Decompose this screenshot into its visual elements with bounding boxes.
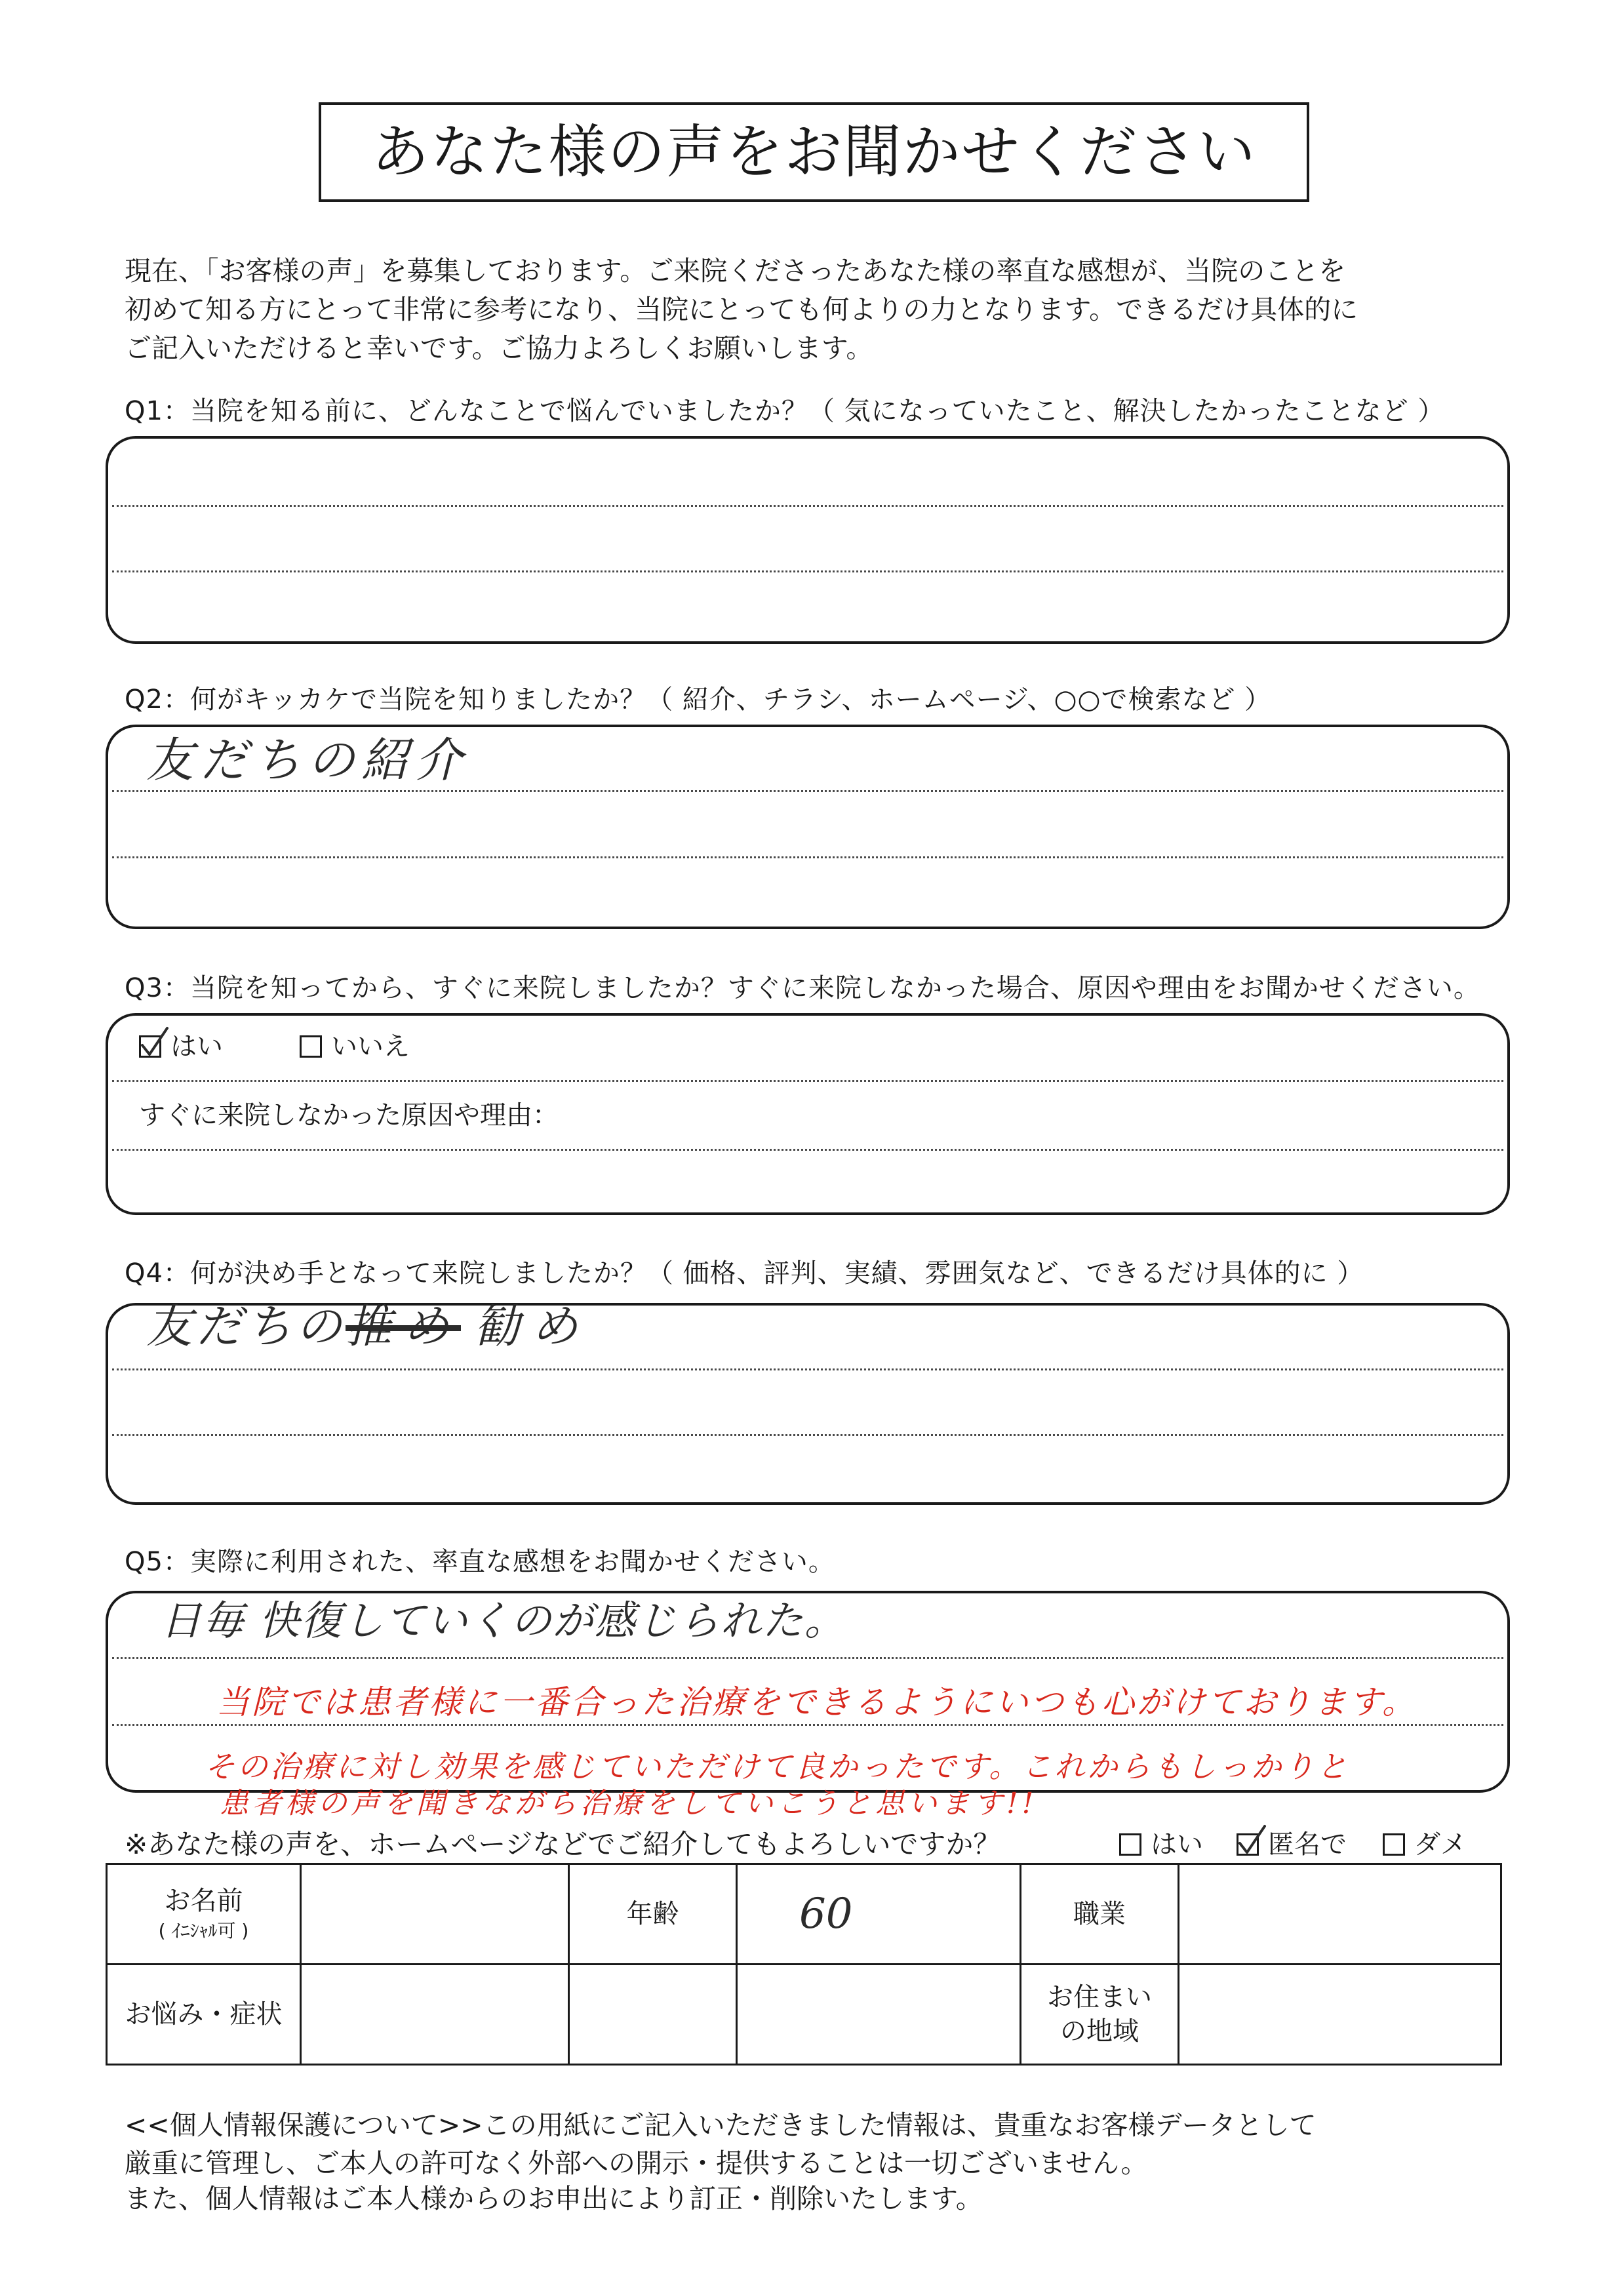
q1-label: Q1：当院を知る前に、どんなことで悩んでいましたか？（ 気になっていたこと、解決したかったことなど ） xyxy=(125,396,1445,426)
checkbox xyxy=(1119,1833,1141,1856)
consent-option-yes xyxy=(1119,1828,1203,1861)
consent-option-anonymous xyxy=(1237,1828,1347,1861)
q4-answer-suffix: 勧め xyxy=(474,1300,589,1353)
dotted-rule xyxy=(112,790,1503,792)
q3-option-no xyxy=(300,1030,410,1063)
age-value-cell xyxy=(738,1865,1021,1965)
q2-label: Q2：何がキッカケで当院を知りましたか？（ 紹介、チラシ、ホームページ、○○で検索など ） xyxy=(125,685,1272,715)
area-value-cell xyxy=(1179,1965,1502,2066)
checkbox xyxy=(139,1035,161,1058)
age-label: 年齢 xyxy=(626,1899,679,1929)
dotted-rule xyxy=(112,1368,1503,1370)
consent-question: ※あなた様の声を、ホームページなどでご紹介してもよろしいですか？ xyxy=(125,1828,1001,1860)
dotted-rule xyxy=(112,856,1503,858)
privacy-notice-line-1: <<個人情報保護について>>この用紙にご記入いただきました情報は、貴重なお客様データとして xyxy=(125,2109,1317,2141)
job-value-cell xyxy=(1179,1865,1502,1965)
q2-answer-box xyxy=(106,725,1510,929)
q1-answer-box xyxy=(106,436,1510,644)
q3-option-yes xyxy=(139,1030,223,1063)
checkbox xyxy=(1237,1833,1259,1856)
dotted-rule xyxy=(112,1657,1503,1659)
q3-label: Q3：当院を知ってから、すぐに来院しましたか？すぐに来院しなかった場合、原因や理由をお聞かせください。 xyxy=(125,973,1480,1003)
q3-option-yes-label: はい xyxy=(170,1031,223,1062)
checkbox xyxy=(300,1035,322,1058)
q3-option-no-label: いいえ xyxy=(331,1031,410,1062)
q5-handwritten-answer: 日毎 快復していくのが感じられた。 xyxy=(161,1597,846,1645)
check-mark-icon xyxy=(138,1026,170,1060)
symptom-label-cell xyxy=(108,1965,302,2066)
q3-answer-box xyxy=(106,1013,1510,1215)
privacy-notice-line-2: 厳重に管理し、ご本人の許可なく外部への開示・提供することは一切ございません。 xyxy=(125,2147,1148,2179)
intro-line-3: ご記入いただけると幸いです。ご協力よろしくお願いします。 xyxy=(125,332,873,364)
dotted-rule xyxy=(112,1724,1503,1726)
privacy-notice-line-3: また、個人情報はご本人様からのお申出により訂正・削除いたします。 xyxy=(125,2183,983,2214)
symptom-label: お悩み・症状 xyxy=(125,1999,283,2029)
consent-option-yes-label: はい xyxy=(1151,1829,1203,1860)
check-mark-icon xyxy=(1236,1824,1267,1858)
intro-line-1: 現在、「お客様の声」を募集しております。ご来院くださったあなた様の率直な感想が、当院のことを xyxy=(125,255,1346,287)
q5-label: Q5：実際に利用された、率直な感想をお聞かせください。 xyxy=(125,1547,835,1577)
age-label-cell xyxy=(570,1865,738,1965)
area-label-line-2: の地域 xyxy=(1060,2016,1139,2046)
checkbox xyxy=(1383,1833,1405,1856)
staff-reply-line-1: 当院では患者様に一番合った治療をできるようにいつも心がけております。 xyxy=(216,1683,1417,1721)
dotted-rule xyxy=(112,570,1503,572)
blank-cell xyxy=(570,1965,738,2066)
form-title: あなた様の声をお聞かせください xyxy=(319,102,1309,202)
consent-option-anonymous-label: 匿名で xyxy=(1268,1829,1347,1860)
blank-cell xyxy=(738,1965,1021,2066)
area-label-cell xyxy=(1021,1965,1179,2066)
intro-line-2: 初めて知る方にとって非常に参考になり、当院にとっても何よりの力となります。できるだけ具体的に xyxy=(125,294,1358,325)
q4-label: Q4：何が決め手となって来院しましたか？（ 価格、評判、実績、雰囲気など、できるだけ具体的に ） xyxy=(125,1258,1364,1288)
q4-answer-struck: 推め xyxy=(346,1300,461,1353)
name-note: ( ｲﾆｼｬﾙ可 ) xyxy=(158,1920,249,1942)
dotted-rule xyxy=(112,1149,1503,1151)
job-label: 職業 xyxy=(1073,1899,1126,1929)
area-label-line-1: お住まい xyxy=(1047,1982,1152,2012)
q4-handwritten-answer xyxy=(146,1298,589,1355)
staff-reply-line-3: 患者様の声を聞きながら治療をしていこうと思います!! xyxy=(220,1787,1038,1820)
consent-option-no xyxy=(1383,1828,1467,1861)
consent-option-no-label: ダメ xyxy=(1414,1829,1467,1860)
dotted-rule xyxy=(112,1080,1503,1082)
name-label-cell xyxy=(108,1865,302,1965)
q4-answer-prefix: 友だちの xyxy=(146,1300,346,1353)
age-handwritten-value: 60 xyxy=(799,1890,853,1938)
profile-table xyxy=(106,1863,1502,2066)
symptom-value-cell xyxy=(302,1965,570,2066)
name-value-cell xyxy=(302,1865,570,1965)
dotted-rule xyxy=(112,505,1503,507)
q2-handwritten-answer: 友だちの紹介 xyxy=(146,732,469,788)
dotted-rule xyxy=(112,1434,1503,1436)
job-label-cell xyxy=(1021,1865,1179,1965)
q4-answer-box xyxy=(106,1300,1510,1505)
name-label: お名前 xyxy=(164,1886,243,1916)
q3-reason-label: すぐに来院しなかった原因や理由： xyxy=(139,1100,559,1130)
staff-reply-line-2: その治療に対し効果を感じていただけて良かったです。これからもしっかりと xyxy=(205,1749,1350,1784)
